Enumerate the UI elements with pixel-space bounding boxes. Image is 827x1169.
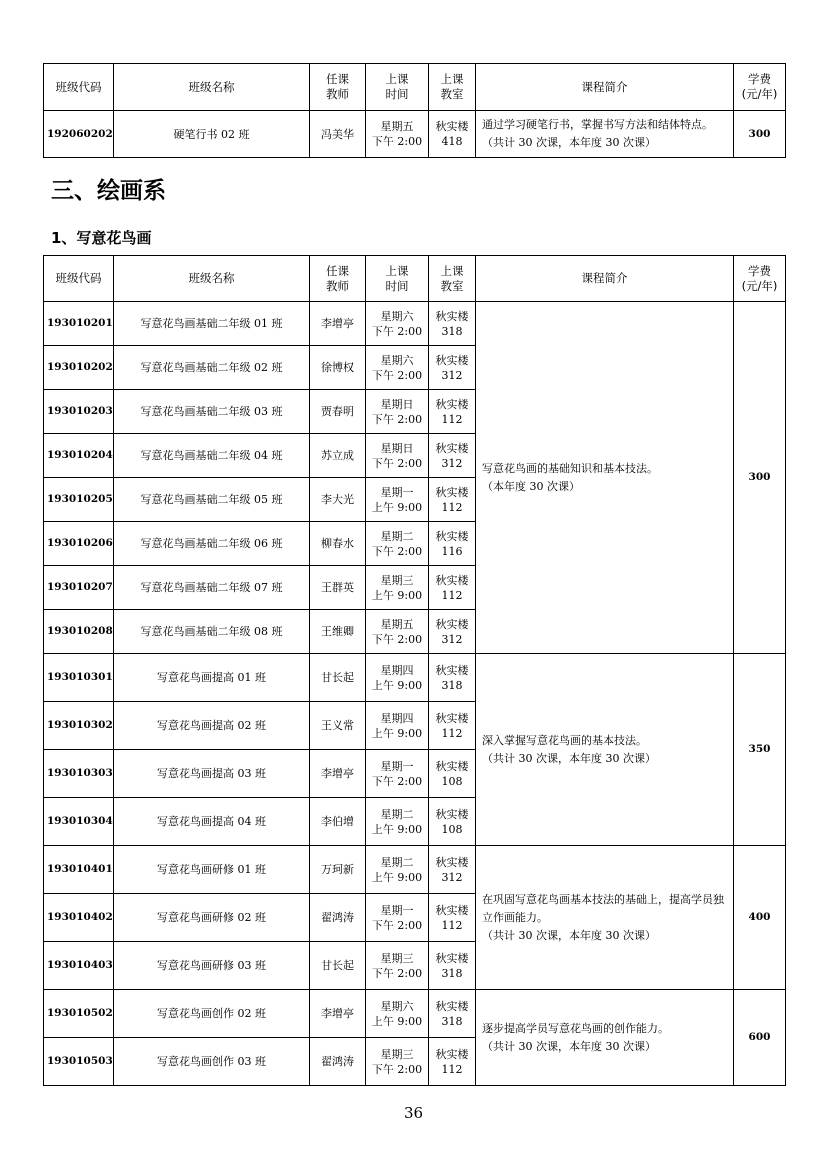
class-code: 193010503 <box>44 1038 114 1086</box>
teacher-name: 万珂新 <box>310 846 366 894</box>
table-row <box>44 654 786 702</box>
tuition-fee: 300 <box>734 302 786 654</box>
teacher-name: 王维卿 <box>310 610 366 654</box>
course-intro-note: （共计 30 次课，本年度 30 次课） <box>482 751 656 765</box>
class-code: 193010502 <box>44 990 114 1038</box>
class-name: 写意花鸟画创作 02 班 <box>114 990 310 1038</box>
class-time: 星期五 下午 2:00 <box>366 610 429 654</box>
class-name: 写意花鸟画基础二年级 01 班 <box>114 302 310 346</box>
teacher-name: 甘长起 <box>310 654 366 702</box>
class-time: 星期二 上午 9:00 <box>366 846 429 894</box>
header-teacher: 任课 教师 <box>310 256 366 302</box>
class-name: 写意花鸟画提高 02 班 <box>114 702 310 750</box>
class-time: 星期六 上午 9:00 <box>366 990 429 1038</box>
teacher-name: 李增亭 <box>310 302 366 346</box>
header-fee: 学费 (元/年) <box>734 256 786 302</box>
class-time: 星期一 上午 9:00 <box>366 478 429 522</box>
class-name: 硬笔行书 02 班 <box>114 111 310 158</box>
class-time: 星期五 下午 2:00 <box>366 111 429 158</box>
class-name: 写意花鸟画基础二年级 05 班 <box>114 478 310 522</box>
class-name: 写意花鸟画研修 01 班 <box>114 846 310 894</box>
class-time: 星期四 上午 9:00 <box>366 654 429 702</box>
header-class-code: 班级代码 <box>44 256 114 302</box>
course-intro <box>476 990 734 1086</box>
table-row <box>44 111 786 158</box>
class-code: 193010402 <box>44 894 114 942</box>
tuition-fee: 300 <box>734 111 786 158</box>
class-time: 星期一 下午 2:00 <box>366 894 429 942</box>
class-code: 193010201 <box>44 302 114 346</box>
course-table-calligraphy <box>43 63 786 158</box>
class-name: 写意花鸟画基础二年级 08 班 <box>114 610 310 654</box>
class-time: 星期一 下午 2:00 <box>366 750 429 798</box>
teacher-name: 翟鸿涛 <box>310 1038 366 1086</box>
course-intro-note: （本年度 30 次课） <box>482 479 580 493</box>
course-intro <box>476 302 734 654</box>
course-intro-note: （共计 30 次课，本年度 30 次课） <box>482 1039 656 1053</box>
class-time: 星期三 下午 2:00 <box>366 942 429 990</box>
classroom: 秋实楼 112 <box>429 390 476 434</box>
class-name: 写意花鸟画提高 03 班 <box>114 750 310 798</box>
class-code: 193010204 <box>44 434 114 478</box>
classroom: 秋实楼 312 <box>429 346 476 390</box>
class-code: 193010202 <box>44 346 114 390</box>
header-room: 上课 教室 <box>429 256 476 302</box>
class-code: 193010302 <box>44 702 114 750</box>
class-time: 星期六 下午 2:00 <box>366 346 429 390</box>
teacher-name: 甘长起 <box>310 942 366 990</box>
tuition-fee: 400 <box>734 846 786 990</box>
classroom: 秋实楼 116 <box>429 522 476 566</box>
classroom: 秋实楼 112 <box>429 894 476 942</box>
course-intro-note: （共计 30 次课，本年度 30 次课） <box>482 136 656 149</box>
class-time: 星期三 上午 9:00 <box>366 566 429 610</box>
class-time: 星期四 上午 9:00 <box>366 702 429 750</box>
class-name: 写意花鸟画基础二年级 04 班 <box>114 434 310 478</box>
course-intro <box>476 654 734 846</box>
teacher-name: 李增亭 <box>310 750 366 798</box>
teacher-name: 苏立成 <box>310 434 366 478</box>
class-code: 193010203 <box>44 390 114 434</box>
header-teacher: 任课 教师 <box>310 64 366 111</box>
classroom: 秋实楼 112 <box>429 478 476 522</box>
classroom: 秋实楼 418 <box>429 111 476 158</box>
table-row <box>44 846 786 894</box>
classroom: 秋实楼 312 <box>429 434 476 478</box>
course-intro-text: 逐步提高学员写意花鸟画的创作能力。 <box>482 1021 669 1035</box>
classroom: 秋实楼 318 <box>429 654 476 702</box>
header-class-name: 班级名称 <box>114 64 310 111</box>
teacher-name: 王群英 <box>310 566 366 610</box>
class-time: 星期二 下午 2:00 <box>366 522 429 566</box>
class-code: 193010303 <box>44 750 114 798</box>
tuition-fee: 600 <box>734 990 786 1086</box>
classroom: 秋实楼 312 <box>429 846 476 894</box>
teacher-name: 翟鸿涛 <box>310 894 366 942</box>
class-time: 星期六 下午 2:00 <box>366 302 429 346</box>
classroom: 秋实楼 108 <box>429 798 476 846</box>
header-intro: 课程简介 <box>476 256 734 302</box>
class-code: 193010304 <box>44 798 114 846</box>
header-time: 上课 时间 <box>366 256 429 302</box>
class-code: 193010207 <box>44 566 114 610</box>
classroom: 秋实楼 318 <box>429 302 476 346</box>
class-time: 星期二 上午 9:00 <box>366 798 429 846</box>
class-time: 星期日 下午 2:00 <box>366 390 429 434</box>
course-intro <box>476 846 734 990</box>
page-number: 36 <box>403 1104 424 1122</box>
tuition-fee: 350 <box>734 654 786 846</box>
class-name: 写意花鸟画创作 03 班 <box>114 1038 310 1086</box>
teacher-name: 冯美华 <box>310 111 366 158</box>
header-time: 上课 时间 <box>366 64 429 111</box>
classroom: 秋实楼 312 <box>429 610 476 654</box>
class-name: 写意花鸟画基础二年级 03 班 <box>114 390 310 434</box>
header-room: 上课 教室 <box>429 64 476 111</box>
class-name: 写意花鸟画基础二年级 02 班 <box>114 346 310 390</box>
header-fee: 学费 (元/年) <box>734 64 786 111</box>
classroom: 秋实楼 318 <box>429 942 476 990</box>
header-class-code: 班级代码 <box>44 64 114 111</box>
teacher-name: 李增亭 <box>310 990 366 1038</box>
class-time: 星期日 下午 2:00 <box>366 434 429 478</box>
class-code: 193010205 <box>44 478 114 522</box>
course-intro <box>476 111 734 158</box>
section-title: 三、绘画系 <box>51 178 166 204</box>
classroom: 秋实楼 112 <box>429 1038 476 1086</box>
classroom: 秋实楼 112 <box>429 702 476 750</box>
course-table-bird-flower <box>43 255 786 1086</box>
class-code: 193010206 <box>44 522 114 566</box>
table-row <box>44 302 786 346</box>
course-intro-text: 通过学习硬笔行书，掌握书写方法和结体特点。 <box>482 118 713 131</box>
class-name: 写意花鸟画提高 04 班 <box>114 798 310 846</box>
subsection-title: 1、写意花鸟画 <box>51 229 152 247</box>
table-header-row <box>44 64 786 111</box>
teacher-name: 李伯增 <box>310 798 366 846</box>
class-code: 192060202 <box>44 111 114 158</box>
classroom: 秋实楼 112 <box>429 566 476 610</box>
class-code: 193010208 <box>44 610 114 654</box>
class-name: 写意花鸟画提高 01 班 <box>114 654 310 702</box>
teacher-name: 王义常 <box>310 702 366 750</box>
table-row <box>44 990 786 1038</box>
classroom: 秋实楼 108 <box>429 750 476 798</box>
teacher-name: 柳春水 <box>310 522 366 566</box>
course-intro-text: 深入掌握写意花鸟画的基本技法。 <box>482 733 647 747</box>
class-name: 写意花鸟画基础二年级 06 班 <box>114 522 310 566</box>
header-class-name: 班级名称 <box>114 256 310 302</box>
course-intro-note: （共计 30 次课，本年度 30 次课） <box>482 928 656 942</box>
header-intro: 课程简介 <box>476 64 734 111</box>
class-time: 星期三 下午 2:00 <box>366 1038 429 1086</box>
teacher-name: 李大光 <box>310 478 366 522</box>
class-name: 写意花鸟画基础二年级 07 班 <box>114 566 310 610</box>
teacher-name: 徐博权 <box>310 346 366 390</box>
table-header-row <box>44 256 786 302</box>
class-code: 193010301 <box>44 654 114 702</box>
class-code: 193010403 <box>44 942 114 990</box>
course-intro-text: 写意花鸟画的基础知识和基本技法。 <box>482 461 658 475</box>
class-code: 193010401 <box>44 846 114 894</box>
classroom: 秋实楼 318 <box>429 990 476 1038</box>
teacher-name: 贾春明 <box>310 390 366 434</box>
course-intro-text: 在巩固写意花鸟画基本技法的基础上，提高学员独立作画能力。 <box>482 892 724 924</box>
class-name: 写意花鸟画研修 03 班 <box>114 942 310 990</box>
class-name: 写意花鸟画研修 02 班 <box>114 894 310 942</box>
